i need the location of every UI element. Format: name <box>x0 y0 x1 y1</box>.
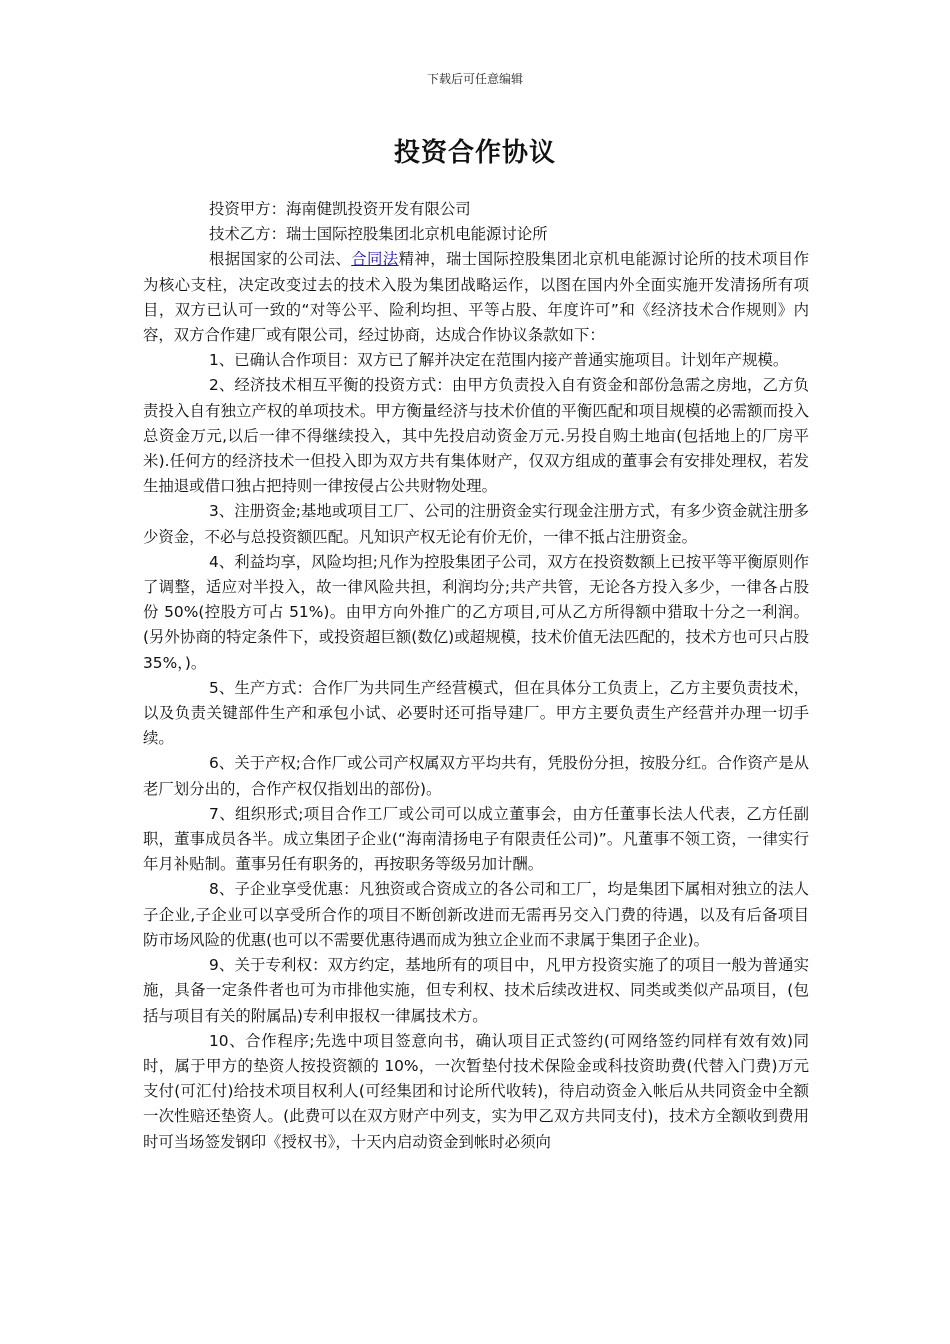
clause-9: 9、关于专利权：双方约定，基地所有的项目中，凡甲方投资实施了的项目一般为普通实施，具备一定条件者也可为市排他实施，但专利权、技术后续改进权、同类或类似产品项目，(包括与项目有关的附属品)专利申报权一律属技术方。 <box>143 956 809 1025</box>
party-b-line: 技术乙方：瑞士国际控股集团北京机电能源讨论所 <box>209 225 548 244</box>
intro-suffix: 精神，瑞士国际控股集团北京机电能源讨论所的技术项目作为核心支柱，决定改变过去的技术入股为集团战略运作，以图在国内外全面实施开发清扬所有项目，双方已认可一致的“对等公平、险利均担、平等占股、年度许可”和《经济技术合作规则》内容，双方合作建厂或有限公司，经过协商，达成合作协议条款如下： <box>143 250 809 345</box>
clause-4: 4、利益均享，风险均担;凡作为控股集团子公司，双方在投资数额上已按平等平衡原则作了调整，适应对半投入，故一律风险共担，利润均分;共产共管，无论各方投入多少，一律各占股份 50%(控股方可占 51%)。由甲方向外推广的乙方项目,可从乙方所得额中猎取十分之一利润。(另外协商的特定条件下，或投资超巨额(数亿)或超规模，技术价值无法匹配的，技术方也可只占股 35%，)。 <box>143 552 809 672</box>
clause-3: 3、注册资金;基地或项目工厂、公司的注册资金实行现金注册方式，有多少资金就注册多少资金，不必与总投资额匹配。凡知识产权无论有价无价，一律不抵占注册资金。 <box>143 502 809 546</box>
contract-law-link[interactable]: 合同法 <box>351 250 399 269</box>
document-body <box>143 197 809 1155</box>
clause-5: 5、生产方式：合作厂为共同生产经营模式，但在具体分工负责上，乙方主要负责技术，以及负责关键部件生产和承包小试、必要时还可指导建厂。甲方主要负责生产经营并办理一切手续。 <box>143 678 809 748</box>
intro-paragraph <box>143 247 809 348</box>
clause-2: 2、经济技术相互平衡的投资方式：由甲方负责投入自有资金和部份急需之房地，乙方负责投入自有独立产权的单项技术。甲方衡量经济与技术价值的平衡匹配和项目规模的必需额而投入总资金万元,以后一律不得继续投入，其中先投启动资金万元.另投自购土地亩(包括地上的厂房平米).任何方的经济技术一但投入即为双方共有集体财产，仅双方组成的董事会有安排处理权，若发生抽退或借口独占把持则一律按侵占公共财物处理。 <box>143 376 809 496</box>
intro-prefix: 根据国家的公司法、 <box>209 250 352 269</box>
clause-7: 7、组织形式;项目合作工厂或公司可以成立董事会，由方任董事长法人代表，乙方任副职，董事成员各半。成立集团子企业(“海南清扬电子有限责任公司)”。凡董事不领工资，一律实行年月补贴制。董事另任有职务的，再按职务等级另加计酬。 <box>143 804 809 874</box>
clause-8: 8、子企业享受优惠：凡独资或合资成立的各公司和工厂，均是集团下属相对独立的法人子企业,子企业可以享受所合作的项目不断创新改进而无需再另交入门费的待遇，以及有后备项目防市场风险的优惠(也可以不需要优惠待遇而成为独立企业而不隶属于集团子企业)。 <box>143 880 809 949</box>
party-a-line: 投资甲方：海南健凯投资开发有限公司 <box>209 200 471 218</box>
clause-10: 10、合作程序;先选中项目签意向书，确认项目正式签约(可网络签约同样有效有效)同时，属于甲方的垫资人按投资额的 10%，一次暂垫付技术保险金或科技资助费(代替入门费)万元支付(可汇付)给技术项目权利人(可经集团和讨论所代收转)，待启动资金入帐后从共同资金中全额一次性赔还垫资人。(此费可以在双方财产中列支，实为甲乙双方共同支付)，技术方全额收到费用时可当场签发钢印《授权书》，十天内启动资金到帐时必须向 <box>143 1031 809 1151</box>
clause-6: 6、关于产权;合作厂或公司产权属双方平均共有，凭股份分担，按股分红。合作资产是从老厂划分出的，合作产权仅指划出的部份)。 <box>143 754 809 798</box>
page-header-note: 下载后可任意编辑 <box>426 72 523 86</box>
clause-1: 1、已确认合作项目：双方已了解并决定在范围内接产普通实施项目。计划年产规模。 <box>209 351 789 370</box>
document-title: 投资合作协议 <box>393 138 556 168</box>
